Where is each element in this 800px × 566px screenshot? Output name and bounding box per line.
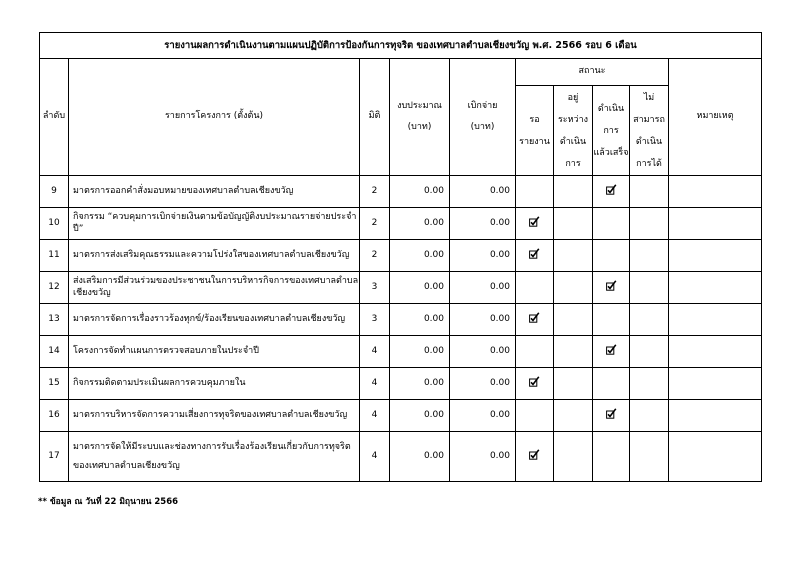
status-cell-in-progress (554, 304, 593, 336)
status-progress-line1: อยู่ (567, 92, 579, 103)
status-cell-unable (630, 368, 669, 400)
status-progress-line4: การ (565, 158, 581, 169)
row-disbursed: 0.00 (450, 432, 516, 482)
row-dimension: 3 (360, 272, 390, 304)
checkbox-checked-icon (529, 248, 540, 259)
row-order: 11 (40, 240, 69, 272)
header-budget (390, 59, 450, 176)
status-cell-in-progress (554, 336, 593, 368)
header-status-in-progress (554, 86, 593, 176)
row-budget: 0.00 (390, 240, 450, 272)
status-cell-waiting (516, 368, 554, 400)
header-status-unable (630, 86, 669, 176)
status-progress-line3: ดำเนิน (559, 136, 587, 147)
status-waiting-line1: รอ (529, 114, 540, 125)
table-body (40, 176, 762, 482)
row-budget: 0.00 (390, 176, 450, 208)
status-cell-in-progress (554, 208, 593, 240)
status-cell-unable (630, 432, 669, 482)
status-cell-in-progress (554, 400, 593, 432)
row-remarks (669, 176, 762, 208)
row-remarks (669, 400, 762, 432)
status-unable-line2: สามารถ (633, 114, 665, 125)
row-order: 9 (40, 176, 69, 208)
row-remarks (669, 240, 762, 272)
status-cell-done (593, 240, 630, 272)
status-cell-waiting (516, 272, 554, 304)
checkbox-checked-icon (529, 216, 540, 227)
status-unable-line4: การได้ (636, 158, 662, 169)
row-dimension: 3 (360, 304, 390, 336)
row-order: 15 (40, 368, 69, 400)
table-row (40, 368, 762, 400)
row-project: มาตรการบริหารจัดการความเสี่ยงการทุจริตของเทศบาลตำบลเชียงขวัญ (69, 400, 360, 432)
header-order: ลำดับ (40, 59, 69, 176)
status-cell-done (593, 176, 630, 208)
status-cell-in-progress (554, 240, 593, 272)
row-remarks (669, 208, 762, 240)
status-done-line3: แล้วเสร็จ (593, 147, 629, 158)
status-cell-unable (630, 208, 669, 240)
status-cell-waiting (516, 208, 554, 240)
row-disbursed: 0.00 (450, 368, 516, 400)
report-table (39, 32, 762, 482)
status-cell-unable (630, 240, 669, 272)
row-project: มาตรการส่งเสริมคุณธรรมและความโปร่งใสของเทศบาลตำบลเชียงขวัญ (69, 240, 360, 272)
status-cell-unable (630, 336, 669, 368)
row-budget: 0.00 (390, 272, 450, 304)
header-disbursed (450, 59, 516, 176)
row-order: 12 (40, 272, 69, 304)
status-cell-waiting (516, 176, 554, 208)
checkbox-checked-icon (606, 184, 617, 195)
status-cell-in-progress (554, 272, 593, 304)
row-remarks (669, 304, 762, 336)
row-order: 14 (40, 336, 69, 368)
row-order: 13 (40, 304, 69, 336)
status-cell-done (593, 304, 630, 336)
row-budget: 0.00 (390, 400, 450, 432)
status-cell-unable (630, 400, 669, 432)
table-row (40, 176, 762, 208)
status-cell-unable (630, 176, 669, 208)
status-cell-unable (630, 304, 669, 336)
table-row (40, 240, 762, 272)
row-dimension: 4 (360, 336, 390, 368)
status-cell-in-progress (554, 176, 593, 208)
header-status: สถานะ (516, 59, 669, 86)
header-dimension: มิติ (360, 59, 390, 176)
row-project: โครงการจัดทำแผนการตรวจสอบภายในประจำปี (69, 336, 360, 368)
status-cell-done (593, 208, 630, 240)
header-remarks: หมายเหตุ (669, 59, 762, 176)
row-dimension: 2 (360, 240, 390, 272)
status-done-line2: การ (603, 125, 619, 136)
row-project: มาตรการจัดให้มีระบบและช่องทางการรับเรื่องร้องเรียนเกี่ยวกับการทุจริตของเทศบาลตำบลเชียงขวัญ (69, 432, 360, 482)
footnote: ** ข้อมูล ณ วันที่ 22 มิถุนายน 2566 (38, 497, 179, 507)
status-cell-done (593, 400, 630, 432)
checkbox-checked-icon (606, 408, 617, 419)
row-remarks (669, 272, 762, 304)
status-cell-done (593, 272, 630, 304)
status-cell-unable (630, 272, 669, 304)
row-dimension: 4 (360, 368, 390, 400)
row-project: กิจกรรม “ควบคุมการเบิกจ่ายเงินตามข้อบัญญัติงบประมาณรายจ่ายประจำปี” (69, 208, 360, 240)
row-dimension: 4 (360, 432, 390, 482)
row-project: ส่งเสริมการมีส่วนร่วมของประชาชนในการบริหารกิจการของเทศบาลตำบลเชียงขวัญ (69, 272, 360, 304)
status-cell-in-progress (554, 368, 593, 400)
header-disbursed-line1: เบิกจ่าย (467, 100, 498, 111)
row-budget: 0.00 (390, 368, 450, 400)
checkbox-checked-icon (606, 344, 617, 355)
row-dimension: 2 (360, 176, 390, 208)
row-disbursed: 0.00 (450, 304, 516, 336)
row-disbursed: 0.00 (450, 176, 516, 208)
status-waiting-line2: รายงาน (519, 136, 550, 147)
table-row (40, 272, 762, 304)
row-dimension: 4 (360, 400, 390, 432)
header-budget-line1: งบประมาณ (397, 100, 442, 111)
row-project: กิจกรรมติดตามประเมินผลการควบคุมภายใน (69, 368, 360, 400)
row-dimension: 2 (360, 208, 390, 240)
row-remarks (669, 432, 762, 482)
status-cell-waiting (516, 304, 554, 336)
row-remarks (669, 336, 762, 368)
row-disbursed: 0.00 (450, 272, 516, 304)
checkbox-checked-icon (606, 280, 617, 291)
status-cell-done (593, 432, 630, 482)
status-cell-done (593, 336, 630, 368)
row-order: 16 (40, 400, 69, 432)
header-disbursed-line2: (บาท) (470, 122, 495, 132)
row-disbursed: 0.00 (450, 240, 516, 272)
row-budget: 0.00 (390, 304, 450, 336)
row-disbursed: 0.00 (450, 208, 516, 240)
row-budget: 0.00 (390, 208, 450, 240)
row-project: มาตรการจัดการเรื่องราวร้องทุกข์/ร้องเรียนของเทศบาลตำบลเชียงขวัญ (69, 304, 360, 336)
checkbox-checked-icon (529, 449, 540, 460)
table-row (40, 432, 762, 482)
table-row (40, 208, 762, 240)
checkbox-checked-icon (529, 312, 540, 323)
row-disbursed: 0.00 (450, 336, 516, 368)
row-budget: 0.00 (390, 432, 450, 482)
status-cell-done (593, 368, 630, 400)
table-row (40, 304, 762, 336)
report-title: รายงานผลการดำเนินงานตามแผนปฏิบัติการป้องกันการทุจริต ของเทศบาลตำบลเชียงขวัญ พ.ศ. 2566 รอบ 6 เดือน (40, 33, 762, 59)
table-row (40, 400, 762, 432)
status-cell-waiting (516, 400, 554, 432)
row-remarks (669, 368, 762, 400)
status-unable-line3: ดำเนิน (635, 136, 663, 147)
header-status-done (593, 86, 630, 176)
row-project: มาตรการออกคำสั่งมอบหมายของเทศบาลตำบลเชียงขวัญ (69, 176, 360, 208)
checkbox-checked-icon (529, 376, 540, 387)
row-disbursed: 0.00 (450, 400, 516, 432)
status-unable-line1: ไม่ (643, 92, 655, 103)
header-status-waiting (516, 86, 554, 176)
row-budget: 0.00 (390, 336, 450, 368)
status-cell-waiting (516, 432, 554, 482)
status-done-line1: ดำเนิน (597, 103, 625, 114)
status-cell-waiting (516, 336, 554, 368)
table-row (40, 336, 762, 368)
status-cell-in-progress (554, 432, 593, 482)
row-order: 17 (40, 432, 69, 482)
header-budget-line2: (บาท) (407, 122, 432, 132)
row-order: 10 (40, 208, 69, 240)
header-project: รายการโครงการ (ตั้งต้น) (69, 59, 360, 176)
status-progress-line2: ระหว่าง (557, 114, 589, 125)
status-cell-waiting (516, 240, 554, 272)
